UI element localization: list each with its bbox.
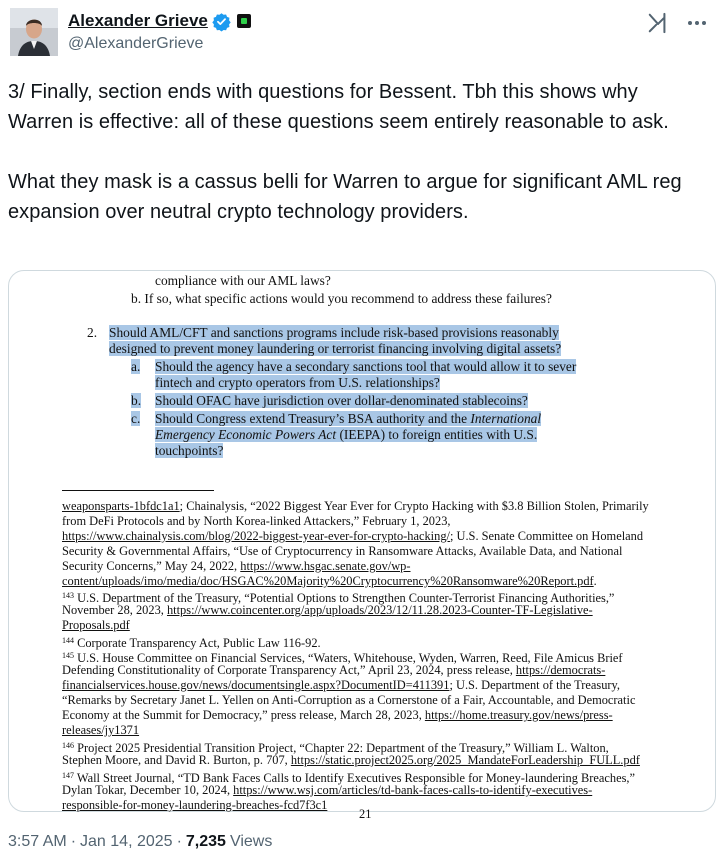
sub-item-letter: c.: [131, 411, 141, 426]
footnote-link[interactable]: https://www.hsgac.senate.gov/wp-: [240, 559, 411, 573]
verified-badge-icon: [212, 12, 231, 31]
footnote-text: ; Chainalysis, “2022 Biggest Year Ever for Crypto Hacking with $3.8 Billion Stolen, Primarily: [179, 499, 649, 513]
footnote-link[interactable]: https://democrats-: [515, 663, 606, 677]
footnote-link[interactable]: responsible-for-money-laundering-breaches-fcd7f3c1: [62, 798, 328, 812]
footnote-text: ; U.S. Senate Committee on Homeland: [449, 529, 644, 543]
tweet-date[interactable]: Jan 14, 2025: [80, 833, 173, 850]
footnote-text: .: [593, 574, 597, 588]
author-name[interactable]: Alexander Grieve: [68, 11, 208, 30]
doc-line-highlighted: touchpoints?: [155, 443, 224, 458]
footnote-text: Dylan Tokar, December 10, 2024,: [62, 783, 234, 797]
footnote-divider: [62, 490, 214, 491]
tweet-header: [10, 8, 713, 60]
doc-line-highlighted: Should Congress extend Treasury’s BSA authority and the: [155, 411, 471, 426]
tweet-time[interactable]: 3:57 AM: [8, 833, 67, 850]
more-options-icon[interactable]: [685, 12, 709, 34]
doc-line-highlighted: Should the agency have a secondary sanctions tool that would allow it to sever: [155, 359, 577, 374]
footnote-text: Wall Street Journal, “TD Bank Faces Calls to Identify Executives Responsible for Money-laundering Breaches,”: [74, 771, 636, 785]
author-handle[interactable]: @AlexanderGrieve: [68, 35, 204, 52]
footnote-text: U.S. House Committee on Financial Services, “Waters, Whitehouse, Wyden, Warren, Reed, File Amicus Brief: [74, 651, 623, 665]
question-number: 2.: [87, 325, 98, 340]
footnote-link[interactable]: content/uploads/imo/media/doc/HSGAC%20Majority%20Cryptocurrency%20Ransomware%20Report.pdf: [62, 574, 594, 588]
footnote-text: “Remarks by Secretary Janet L. Yellen on Anti-Corruption as a Cornerstone of a Fair, Accountable, and Democratic: [62, 693, 636, 707]
footnote-text: November 28, 2023,: [62, 603, 167, 617]
footnote-text: Defending Constitutionality of Corporate Transparency Act,” April 23, 2024, press release,: [62, 663, 516, 677]
footnote-link[interactable]: https://home.treasury.gov/news/press-: [424, 708, 613, 722]
views-count[interactable]: 7,235: [185, 833, 226, 850]
doc-line-highlighted: (IEEPA) to foreign entities with U.S.: [336, 427, 538, 442]
doc-line-highlighted: Should OFAC have jurisdiction over dollar-denominated stablecoins?: [155, 393, 528, 408]
footnote-number: 147: [62, 771, 74, 780]
views-label[interactable]: Views: [229, 833, 273, 850]
doc-line-highlighted: designed to prevent money laundering or terrorist financing involving digital assets?: [109, 341, 562, 356]
footnote-number: 143: [62, 591, 74, 600]
doc-line-highlighted: fintech and crypto operators from U.S. relationships?: [155, 375, 440, 390]
footnote-link[interactable]: https://www.chainalysis.com/blog/2022-biggest-year-ever-for-crypto-hacking/: [62, 529, 450, 543]
footnote-text: Security & Governmental Affairs, “Use of Cryptocurrency in Ransomware Attacks, Available Data, and National: [62, 544, 623, 558]
footnote-link[interactable]: https://www.wsj.com/articles/td-bank-faces-calls-to-identify-executives-: [233, 783, 593, 797]
doc-line: b. If so, what specific actions would you recommend to address these failures?: [131, 291, 552, 306]
doc-line: compliance with our AML laws?: [155, 273, 331, 288]
sub-item-letter: a.: [131, 359, 141, 374]
footnote-link[interactable]: https://static.project2025.org/2025_MandateForLeadership_FULL.pdf: [290, 753, 640, 767]
footnote-link[interactable]: releases/jy1371: [62, 723, 140, 737]
tweet-paragraph-2: What they mask is a cassus belli for Warren to argue for significant AML reg expansion over neutral crypto technology providers.: [8, 171, 682, 223]
footnote-link[interactable]: Proposals.pdf: [62, 618, 130, 632]
doc-italic-text: International: [470, 411, 542, 426]
footnote-link[interactable]: financialservices.house.gov/news/documentsingle.aspx?DocumentID=411391: [62, 678, 450, 692]
footnote-text: ; U.S. Department of the Treasury,: [449, 678, 621, 692]
author-name-row: [68, 10, 251, 32]
tweet-paragraph-1: 3/ Finally, section ends with questions for Bessent. Tbh this shows why Warren is effective: all of these questions seem entirely reasonable to ask.: [8, 81, 669, 133]
footnote-text: Project 2025 Presidential Transition Project, “Chapter 22: Department of the Treasury,” William L. Walton,: [74, 741, 609, 755]
document-page: [9, 271, 715, 821]
footnote-number: 145: [62, 651, 74, 660]
footnote-link[interactable]: https://www.coincenter.org/app/uploads/2023/12/11.28.2023-Counter-TF-Legislative-: [166, 603, 593, 617]
grok-icon[interactable]: [647, 12, 669, 34]
avatar[interactable]: [10, 8, 58, 56]
doc-line-highlighted: Should AML/CFT and sanctions programs include risk-based provisions reasonably: [109, 325, 559, 340]
footnote-number: 144: [62, 636, 74, 645]
tweet-text: [8, 77, 708, 227]
tweet-footer: [8, 833, 272, 851]
footnote-text: Stephen Moore, and David R. Burton, p. 707,: [62, 753, 291, 767]
footnote-text: from DeFi Protocols and by North Korea-linked Attackers,” February 1, 2023,: [62, 514, 451, 528]
footnote-text: Security Concerns,” May 24, 2022,: [62, 559, 241, 573]
page-number: 21: [359, 807, 372, 821]
footnote-text: Corporate Transparency Act, Public Law 116-92.: [74, 636, 321, 650]
sub-item-letter: b.: [131, 393, 142, 408]
doc-italic-text: Emergency Economic Powers Act: [155, 427, 337, 442]
footnote-text: Economy at the Summit for Democracy,” press release, March 28, 2023,: [62, 708, 425, 722]
green-square-badge-icon[interactable]: [237, 14, 251, 28]
attached-image[interactable]: [8, 270, 716, 821]
footnote-text: U.S. Department of the Treasury, “Potential Options to Strengthen Counter-Terrorist Financing Authorities,”: [74, 591, 615, 605]
footnote-number: 146: [62, 741, 74, 750]
separator-dot: ·: [176, 833, 182, 850]
separator-dot: ·: [70, 833, 77, 850]
footnote-link[interactable]: weaponsparts-1bfdc1a1: [62, 499, 180, 513]
